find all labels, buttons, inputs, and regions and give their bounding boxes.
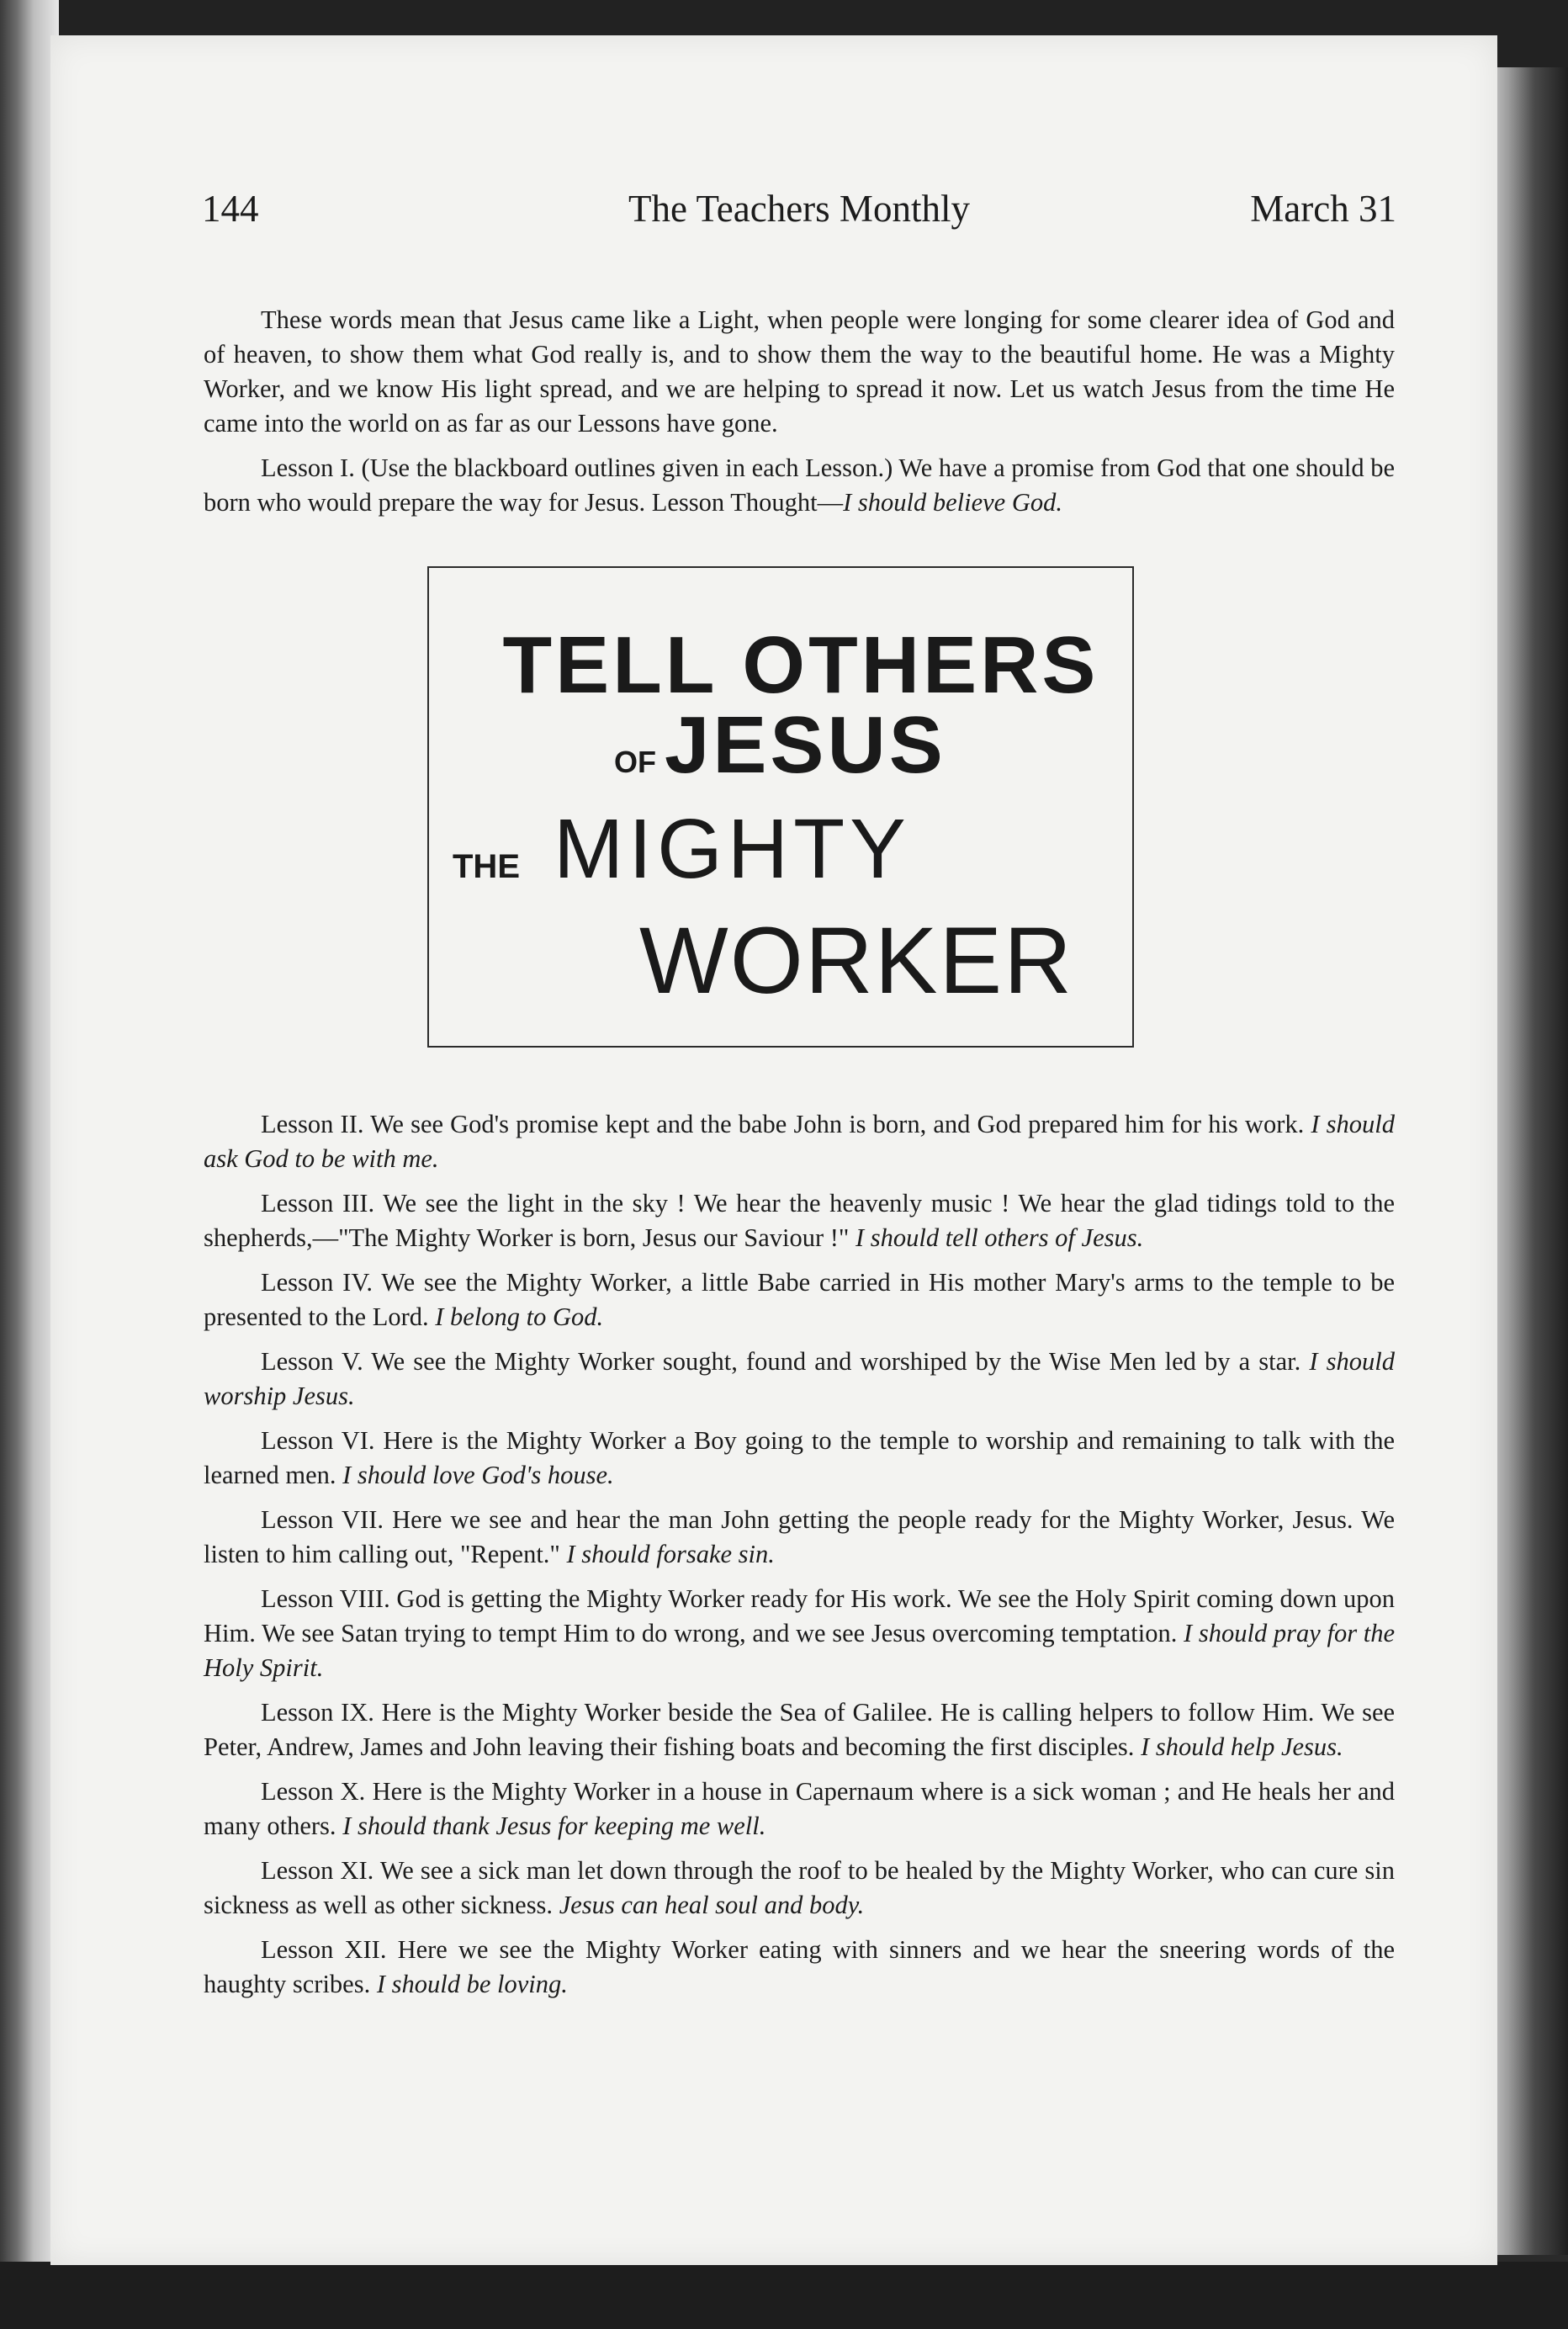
lesson-paragraph <box>204 1775 1395 1844</box>
board-line-4: WORKER <box>639 908 1073 1013</box>
lesson-text: We see the Mighty Worker, a little Babe carried in His mother Mary's arms to the temple to be presented to the Lord. <box>204 1268 1395 1331</box>
lesson-label: Lesson IV. <box>261 1268 373 1297</box>
blackboard-outline <box>427 566 1134 1048</box>
lesson-thought: I should be loving. <box>376 1970 568 1998</box>
blackboard-lettering <box>429 568 1132 1046</box>
lesson-text: We see God's promise kept and the babe John is born, and God prepared him for his work. <box>370 1110 1305 1138</box>
lesson-text: God is getting the Mighty Worker ready for His work. We see the Holy Spirit coming down upon Him. We see Satan trying to tempt Him to do wrong, and we see Jesus overcoming temptation. <box>204 1584 1395 1647</box>
lesson-thought: I should thank Jesus for keeping me well. <box>342 1812 766 1840</box>
lesson-label: Lesson X. <box>261 1777 366 1806</box>
lesson-thought: I should pray for the Holy Spirit. <box>204 1619 1395 1682</box>
lesson-thought: I should worship Jesus. <box>204 1347 1396 1410</box>
board-line-2-small: OF <box>614 745 656 779</box>
lesson-text: Here is the Mighty Worker beside the Sea of Galilee. He is calling helpers to follow Him. We see Peter, Andrew, James and John leaving their fishing boats and becoming the first disciples. <box>204 1698 1396 1761</box>
publication-title: The Teachers Monthly <box>628 188 970 230</box>
lesson-label: Lesson V. <box>261 1347 363 1376</box>
lesson-paragraph <box>204 1854 1395 1923</box>
lesson-label: Lesson VII. <box>261 1505 384 1534</box>
lesson-paragraph <box>204 1503 1395 1572</box>
lesson-paragraph <box>204 1424 1395 1493</box>
lesson-label: Lesson XI. <box>261 1856 374 1885</box>
lesson-thought: I should believe God. <box>843 488 1062 517</box>
lessons-list <box>204 1107 1395 2002</box>
board-line-3: MIGHTY <box>554 802 911 896</box>
lesson-thought: I should love God's house. <box>342 1461 614 1489</box>
lesson-text: We see a sick man let down through the roof to be healed by the Mighty Worker, who can cure sin sickness as well as other sickness. <box>204 1856 1396 1919</box>
lesson-thought: I should ask God to be with me. <box>204 1110 1396 1173</box>
lesson-thought: I should tell others of Jesus. <box>855 1223 1144 1252</box>
top-text-block <box>204 303 1395 520</box>
lesson-label: Lesson VIII. <box>261 1584 390 1613</box>
lesson-label: Lesson III. <box>261 1189 375 1218</box>
lesson-paragraph <box>204 1107 1395 1176</box>
intro-paragraph: These words mean that Jesus came like a Light, when people were longing for some clearer idea of God and of heaven, to show them what God really is, and to show them the way to the beautiful home. He was a Mighty Worker, and we know His light spread, and we are helping to spread it now. Let us watch Jesus from the time He came into the world on as far as our Lessons have gone. <box>204 305 1395 438</box>
lesson-text: Here is the Mighty Worker a Boy going to the temple to worship and remaining to talk with the learned men. <box>204 1426 1395 1489</box>
lesson-thought: I belong to God. <box>435 1302 604 1331</box>
lesson-thought: I should forsake sin. <box>566 1540 775 1568</box>
lesson-paragraph <box>204 1582 1395 1685</box>
lesson-paragraph <box>204 1345 1395 1414</box>
lesson-text: (Use the blackboard outlines given in each Lesson.) We have a promise from God that one should be born who would prepare the way for Jesus. Lesson Thought— <box>204 454 1396 517</box>
lesson-text: Here we see and hear the man John getting the people ready for the Mighty Worker, Jesus. We listen to him calling out, "Repent." <box>204 1505 1396 1568</box>
lesson-text: We see the Mighty Worker sought, found and worshiped by the Wise Men led by a star. <box>371 1347 1301 1376</box>
lesson-label: Lesson XII. <box>261 1935 387 1964</box>
scan-border-bottom <box>0 2262 1568 2329</box>
lesson-paragraph <box>204 1695 1395 1764</box>
lesson-label: Lesson IX. <box>261 1698 374 1727</box>
page-number: 144 <box>202 188 259 230</box>
lesson-text: Here is the Mighty Worker in a house in Capernaum where is a sick woman ; and He heals her and many others. <box>204 1777 1396 1840</box>
running-header <box>202 187 1396 254</box>
lesson-paragraph <box>204 1265 1395 1334</box>
lesson-label: Lesson II. <box>261 1110 364 1138</box>
board-line-3-small: THE <box>453 848 520 885</box>
lesson-text: We see the light in the sky ! We hear the heavenly music ! We hear the glad tidings told to the shepherds,—"The Mighty Worker is born, Jesus our Saviour !" <box>204 1189 1395 1252</box>
issue-date: March 31 <box>1250 188 1396 230</box>
lesson-paragraph <box>204 451 1395 520</box>
lesson-thought: Jesus can heal soul and body. <box>559 1891 865 1919</box>
board-line-2: JESUS <box>665 700 946 790</box>
lesson-label: Lesson I. <box>261 454 355 482</box>
lesson-thought: I should help Jesus. <box>1141 1732 1343 1761</box>
lesson-paragraph <box>204 1186 1395 1255</box>
lesson-label: Lesson VI. <box>261 1426 375 1455</box>
lesson-text: Here we see the Mighty Worker eating with sinners and we hear the sneering words of the haughty scribes. <box>204 1935 1396 1998</box>
board-line-1: TELL OTHERS <box>502 620 1099 710</box>
lesson-paragraph <box>204 1933 1395 2002</box>
